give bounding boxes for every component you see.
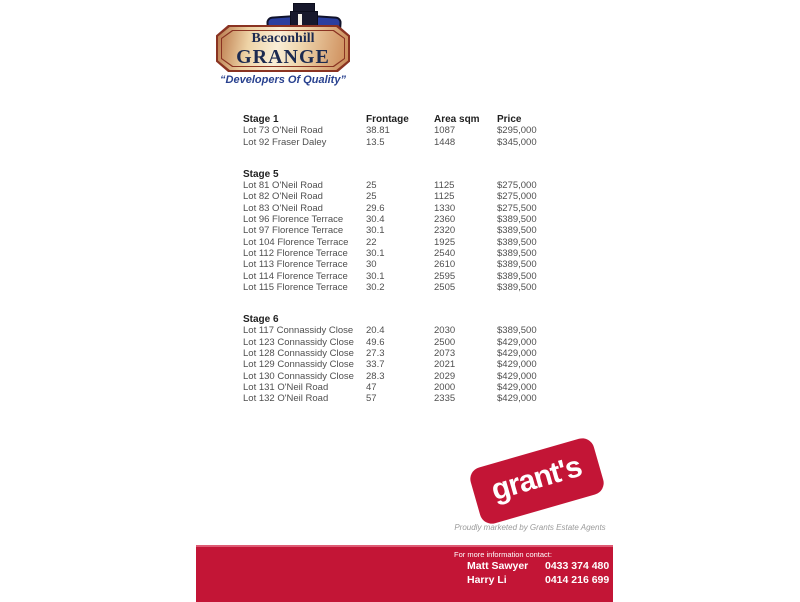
area-cell: 2073 [434,348,456,360]
area-cell: 2320 [434,225,456,237]
frontage-cell: 29.6 [366,202,385,214]
table-row [243,337,583,348]
column-header [366,169,434,180]
lot-cell: Lot 73 O'Neil Road [243,125,323,137]
footer-band [196,545,613,602]
stage-label: Stage 1 [243,114,279,125]
area-cell: 2335 [434,393,456,405]
lot-cell: Lot 128 Connassidy Close [243,348,354,360]
contact-phone: 0433 374 480 [545,560,610,572]
price-cell: $429,000 [497,370,537,382]
price-cell: $429,000 [497,381,537,393]
frontage-cell: 25 [366,180,377,192]
logo-name-line1: Beaconhill [251,30,315,46]
frontage-cell: 30.1 [366,247,385,259]
frontage-cell: 27.3 [366,348,385,360]
contact-name: Harry Li [467,573,507,586]
table-row [243,248,583,259]
stage-label: Stage 5 [243,168,279,180]
lot-cell: Lot 96 Florence Terrace [243,214,344,226]
stage-section [243,169,583,293]
column-header [497,169,583,180]
frontage-cell: 13.5 [366,136,385,148]
table-row [243,382,583,393]
contact-heading: For more information contact: [454,550,552,559]
frontage-cell: 49.6 [366,336,385,348]
lot-cell: Lot 129 Connassidy Close [243,359,354,371]
area-cell: 2000 [434,381,456,393]
area-cell: 2540 [434,247,456,259]
table-row [243,325,583,336]
stage-section [243,314,583,404]
marketed-by-text: Proudly marketed by Grants Estate Agents [454,523,606,532]
table-row [243,214,583,225]
area-cell: 2500 [434,336,456,348]
frontage-cell: 25 [366,191,377,203]
area-cell: 2595 [434,270,456,282]
column-header [366,314,434,325]
frontage-cell: 30.4 [366,214,385,226]
lot-cell: Lot 114 Florence Terrace [243,270,348,282]
price-cell: $429,000 [497,393,537,405]
frontage-cell: 30.1 [366,225,385,237]
area-cell: 2360 [434,214,456,226]
frontage-cell: 20.4 [366,325,385,337]
table-row [243,137,583,148]
lot-cell: Lot 92 Fraser Daley [243,136,327,148]
stage-section [243,114,583,148]
grants-logo [467,435,606,526]
area-cell: 1330 [434,202,456,214]
table-row [243,237,583,248]
table-row [243,180,583,191]
table-row [243,203,583,214]
lot-cell: Lot 81 O'Neil Road [243,180,323,192]
area-cell: 2029 [434,370,456,382]
contact-row [454,560,609,574]
table-row [243,125,583,136]
lot-cell: Lot 82 O'Neil Road [243,191,323,203]
area-cell: 2610 [434,259,456,271]
footer-contact-block [454,550,609,587]
table-row [243,259,583,270]
price-cell: $429,000 [497,348,537,360]
area-cell: 1087 [434,125,456,137]
lot-cell: Lot 117 Connassidy Close [243,325,354,337]
lot-cell: Lot 83 O'Neil Road [243,202,323,214]
price-cell: $345,000 [497,136,537,148]
column-header: Price [497,114,522,125]
price-cell: $275,000 [497,191,537,203]
lot-cell: Lot 131 O'Neil Road [243,381,329,393]
table-row [243,348,583,359]
table-row [243,371,583,382]
logo-name-line2: GRANGE [236,45,330,68]
contact-name: Matt Sawyer [467,560,529,572]
price-table [243,114,583,426]
table-row [243,225,583,236]
price-cell: $389,500 [497,259,537,271]
frontage-cell: 30.1 [366,270,385,282]
stage-header-row [243,114,583,125]
stage-header-row [243,314,583,325]
grants-logo-text: grant's [487,450,585,508]
contact-row [454,574,609,588]
price-cell: $389,500 [497,270,537,282]
lot-cell: Lot 115 Florence Terrace [243,281,348,293]
area-cell: 2505 [434,281,456,293]
table-row [243,359,583,370]
column-header [434,169,497,180]
contact-list [454,560,609,587]
column-header: Frontage [366,114,409,125]
lot-cell: Lot 112 Florence Terrace [243,247,348,259]
lot-cell: Lot 132 O'Neil Road [243,393,329,405]
column-header: Area sqm [434,114,480,125]
area-cell: 1448 [434,136,456,148]
beaconhill-logo [216,0,350,95]
area-cell: 2021 [434,359,456,371]
lot-cell: Lot 130 Connassidy Close [243,370,354,382]
price-cell: $429,000 [497,359,537,371]
frontage-cell: 57 [366,393,377,405]
frontage-cell: 33.7 [366,359,385,371]
frontage-cell: 22 [366,236,377,248]
price-cell: $295,000 [497,125,537,137]
frontage-cell: 28.3 [366,370,385,382]
table-row [243,271,583,282]
price-cell: $389,500 [497,325,537,337]
table-row [243,393,583,404]
area-cell: 1125 [434,191,455,203]
price-cell: $389,500 [497,225,537,237]
price-cell: $389,500 [497,236,537,248]
table-row [243,282,583,293]
price-cell: $275,000 [497,180,537,192]
frontage-cell: 38.81 [366,125,390,137]
frontage-cell: 30 [366,259,377,271]
area-cell: 1125 [434,180,455,192]
contact-phone: 0414 216 699 [545,573,610,586]
table-row [243,191,583,202]
price-cell: $389,500 [497,247,537,259]
logo-tagline: “Developers Of Quality” [220,74,346,86]
stage-header-row [243,169,583,180]
lot-cell: Lot 113 Florence Terrace [243,259,348,271]
column-header [434,314,497,325]
column-header [497,314,583,325]
flyer-page [196,0,613,600]
area-cell: 1925 [434,236,456,248]
lot-cell: Lot 123 Connassidy Close [243,336,354,348]
price-cell: $389,500 [497,214,537,226]
frontage-cell: 30.2 [366,281,385,293]
lot-cell: Lot 97 Florence Terrace [243,225,344,237]
frontage-cell: 47 [366,381,377,393]
price-cell: $275,500 [497,202,537,214]
area-cell: 2030 [434,325,456,337]
price-cell: $389,500 [497,281,537,293]
stage-label: Stage 6 [243,314,279,326]
logo-plaque [216,25,350,72]
price-cell: $429,000 [497,336,537,348]
lot-cell: Lot 104 Florence Terrace [243,236,349,248]
